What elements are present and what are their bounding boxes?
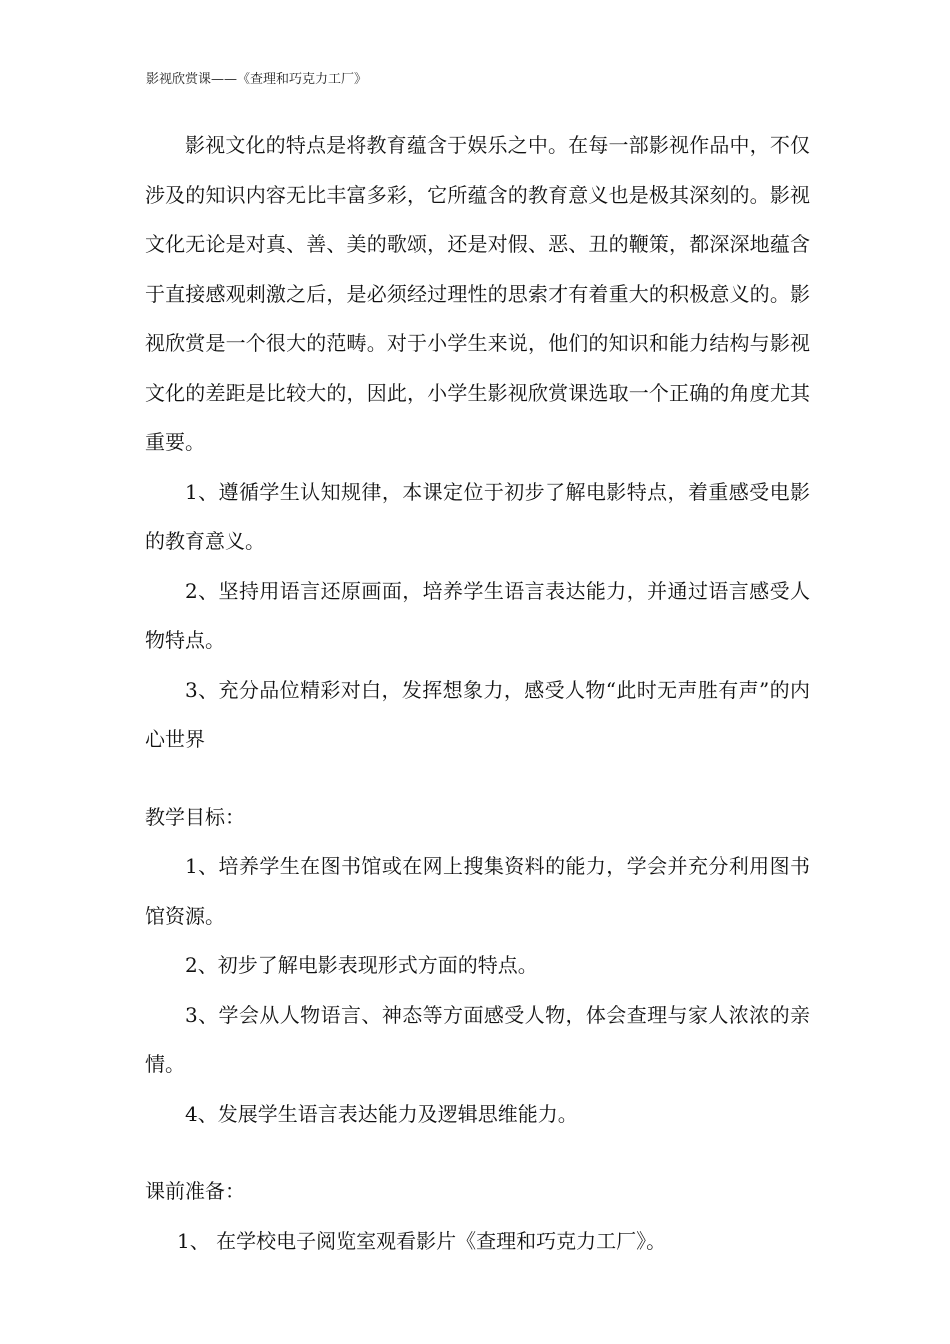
objective-item-1: 1、培养学生在图书馆或在网上搜集资料的能力，学会并充分利用图书馆资源。	[145, 854, 810, 928]
section-spacer	[145, 765, 810, 793]
objective-item-2: 2、初步了解电影表现形式方面的特点。	[185, 953, 538, 977]
section-spacer	[145, 1139, 810, 1167]
running-header: 影视欣赏课——《查理和巧克力工厂》	[146, 72, 368, 87]
intro-point-2: 2、坚持用语言还原画面，培养学生语言表达能力，并通过语言感受人物特点。	[145, 578, 810, 652]
objective-item-4: 4、发展学生语言表达能力及逻辑思维能力。	[185, 1101, 578, 1126]
intro-paragraph: 影视文化的特点是将教育蕴含于娱乐之中。在每一部影视作品中，不仅涉及的知识内容无比丰富多彩，它所蕴含的教育意义也是极其深刻的。影视文化无论是对真、善、美的歌颂，还是对假、恶、丑的鞭策，都深深地蕴含于直接感观刺激之后，是必须经过理性的思索才有着重大的积极意义的。影视欣赏是一个很大的范畴。对于小学生来说，他们的知识和能力结构与影视文化的差距是比较大的，因此，小学生影视欣赏课选取一个正确的角度尤其重要。	[145, 133, 810, 454]
preparation-heading: 课前准备：	[145, 1179, 245, 1203]
objective-item-3: 3、学会从人物语言、神态等方面感受人物，体会查理与家人浓浓的亲情。	[145, 1002, 810, 1076]
preparation-item-1: 1、 在学校电子阅览室观看影片《查理和巧克力工厂》。	[177, 1228, 667, 1253]
intro-point-3: 3、充分品位精彩对白，发挥想象力，感受人物“此时无声胜有声”的内心世界	[145, 677, 810, 751]
objectives-heading: 教学目标：	[145, 804, 245, 829]
document-body	[145, 121, 810, 1266]
intro-point-1: 1、遵循学生认知规律，本课定位于初步了解电影特点，着重感受电影的教育意义。	[145, 479, 810, 553]
